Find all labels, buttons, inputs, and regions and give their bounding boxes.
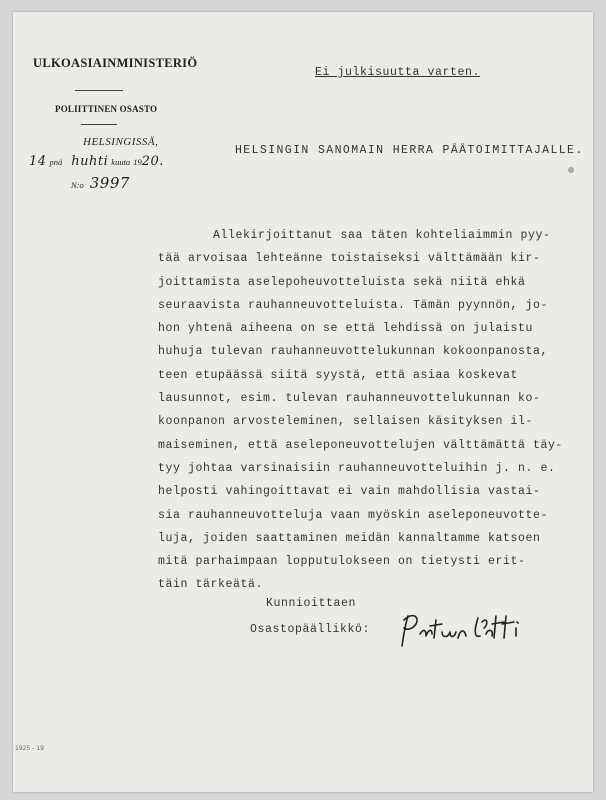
day-label: pnä xyxy=(49,157,63,167)
print-code: 1925 - 19 xyxy=(15,745,44,752)
body-line: joittamista aselepoheuvotteluista sekä niitä ehkä xyxy=(158,275,526,289)
body-line: teen etupäässä siitä syystä, että asiaa koskevat xyxy=(158,368,519,382)
month-label: kuuta xyxy=(111,157,131,167)
body-line: tyy johtaa varsinaisiin rauhanneuvotteluihin j. n. e. xyxy=(158,461,556,475)
number-label: N:o xyxy=(71,180,84,190)
body-line: seuraavista rauhanneuvotteluista. Tämän pyynnön, jo- xyxy=(158,298,549,312)
year-prefix: 19 xyxy=(133,157,142,167)
letter-sheet xyxy=(13,12,593,792)
body-line: tää arvoisaa lehteänne toistaiseksi välttämään kir- xyxy=(158,252,541,266)
paper-mark xyxy=(568,167,574,173)
body-line: täin tärkeätä. xyxy=(158,578,264,592)
reference-number: 3997 xyxy=(89,174,130,192)
body-line: lausunnot, esim. tulevan rauhanneuvottelukunnan ko- xyxy=(158,392,541,406)
date-line xyxy=(29,154,164,169)
body-line: helposti vahingoittavat ei vain mahdollisia vastai- xyxy=(158,485,541,499)
date-month: huhti xyxy=(71,154,109,169)
body-line: hon yhtenä aiheena on se että lehdissä on julaistu xyxy=(158,322,534,336)
ministry-name: ULKOASIAINMINISTERIÖ xyxy=(33,56,198,70)
body-line: luja, joiden saattaminen meidän kannaltamme katsoen xyxy=(158,531,541,545)
place-label: HELSINGISSÄ, xyxy=(83,136,159,148)
letterhead-divider xyxy=(75,90,123,91)
addressee: HELSINGIN SANOMAIN HERRA PÄÄTOIMITTAJALLE. xyxy=(235,144,584,157)
body-line: Allekirjoittanut saa täten kohteliaimmin pyy- xyxy=(213,229,551,242)
body-line: maiseminen, että aseleponeuvottelujen välttämättä täy- xyxy=(158,438,564,452)
date-day: 14 xyxy=(29,154,47,169)
handwritten-signature xyxy=(396,612,526,652)
department-name: POLIITTINEN OSASTO xyxy=(55,104,158,114)
body-line: koonpanon arvosteleminen, sellaisen käsityksen il- xyxy=(158,415,534,429)
reference-number-line xyxy=(71,174,130,192)
year-suffix: 20. xyxy=(141,154,164,169)
department-divider xyxy=(81,124,117,125)
closing-salutation: Kunnioittaen xyxy=(266,597,357,610)
letter-body xyxy=(158,224,563,597)
body-line: sia rauhanneuvotteluja vaan myöskin aseleponeuvotte- xyxy=(158,508,549,522)
body-line: mitä parhaimpaan lopputulokseen on tietysti erit- xyxy=(158,555,526,569)
signer-title: Osastopäällikkö: xyxy=(250,623,371,636)
confidential-note: Ei julkisuutta varten. xyxy=(315,66,481,79)
body-line: huhuja tulevan rauhanneuvottelukunnan kokoonpanosta, xyxy=(158,345,549,359)
